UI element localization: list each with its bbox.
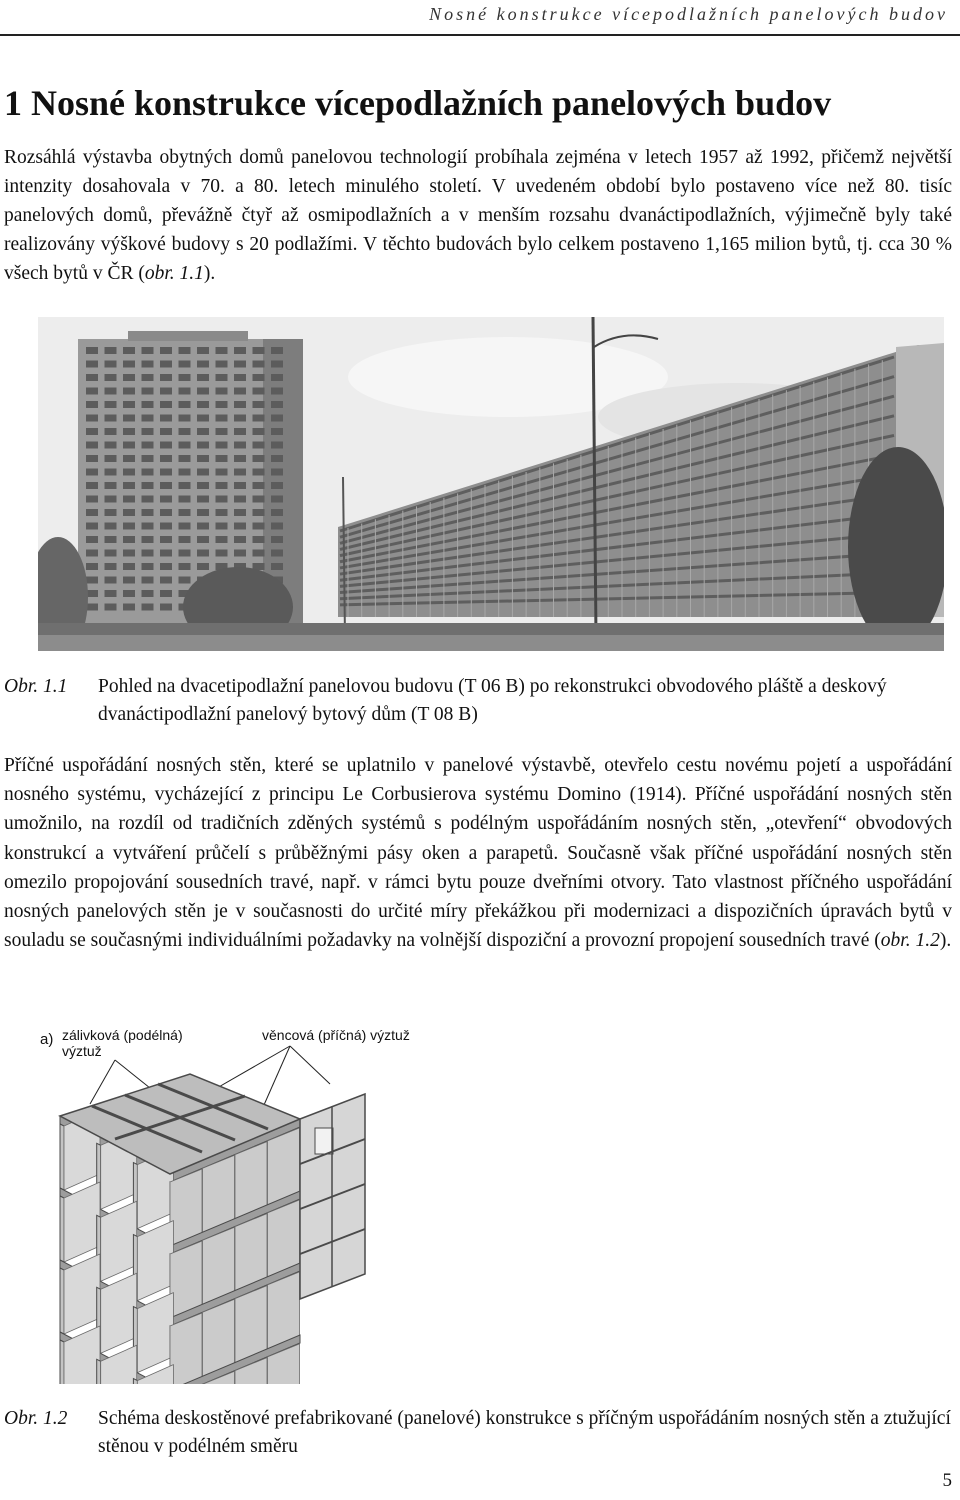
paragraph-structure-end: ).	[939, 930, 952, 952]
label-slab-joint-2: výztuž	[62, 1043, 102, 1059]
header-rule	[0, 34, 960, 36]
figure-1-caption-text: Pohled na dvacetipodlažní panelovou budovu (T 06 B) po rekonstrukci obvodového pláště a deskový dvanáctipodlažní panelový bytový dům (T 08 B)	[98, 676, 887, 725]
building-photo	[38, 317, 944, 651]
label-slab-joint: zálivková (podélná)	[62, 1027, 183, 1043]
paragraph-intro-text: Rozsáhlá výstavba obytných domů panelovou technologií probíhala zejména v letech 1957 až 1992, přičemž největší intenzity dosahovala v 70. a 80. letech minulého století. V uvedeném období bylo postaveno více než 80. tisíc panelových domů, převážně čtyř až osmipodlažních a v menším rozsahu dvanáctipodlažních, výjimečně byly také realizovány výškové budovy s 20 podlažími. V těchto budovách bylo celkem postaveno 1,165 milion bytů, tj. cca 30 % všech bytů v ČR (	[4, 147, 952, 284]
running-header: Nosné konstrukce vícepodlažních panelových budov	[429, 4, 948, 24]
chapter-title: 1 Nosné konstrukce vícepodlažních panelových budov	[4, 83, 832, 123]
paragraph-intro-end: ).	[203, 263, 216, 284]
panel-structure-diagram	[30, 1024, 450, 1384]
figure-1-caption	[4, 673, 956, 729]
figure-1-label: Obr. 1.1	[4, 676, 68, 697]
paragraph-structure-text: Příčné uspořádání nosných stěn, které se uplatnilo v panelové výstavbě, otevřelo cestu novému pojetí a uspořádání nosného systému, vycházející z principu Le Corbusierova systému Domino (1914). Příčné uspořádání nosných stěn umožnilo, na rozdíl od tradičních zděných systémů s podélným uspořádáním nosných stěn, „otevření“ obvodových konstrukcí a vytváření průčelí s průběžnými pásy oken a parapetů. Současně však příčné uspořádání nosných stěn omezilo propojování sousedních travé, např. v rámci bytu pouze dveřními otvory. Tato vlastnost příčného uspořádání nosných panelových stěn je v současnosti do určité míry překážkou při modernizaci a dispozičních úpravách bytů v souladu se současnými individuálními požadavky na volnější dispoziční a provozní propojení sousedních travé (	[4, 755, 952, 952]
figure-2-caption	[4, 1405, 956, 1461]
figure-ref: obr. 1.1	[144, 263, 204, 284]
figure-2-label: Obr. 1.2	[4, 1408, 68, 1429]
paragraph-intro	[4, 143, 952, 288]
page-number: 5	[942, 1470, 952, 1491]
paragraph-structure	[4, 751, 952, 955]
diagram-panel-label: a)	[40, 1031, 54, 1048]
label-ring-beam: věncová (příčná) výztuž	[262, 1027, 410, 1043]
figure-2-caption-text: Schéma deskostěnové prefabrikované (panelové) konstrukce s příčným uspořádáním nosných stěn a ztužující stěnou v podélném směru	[98, 1408, 951, 1457]
figure-ref: obr. 1.2	[880, 930, 940, 952]
